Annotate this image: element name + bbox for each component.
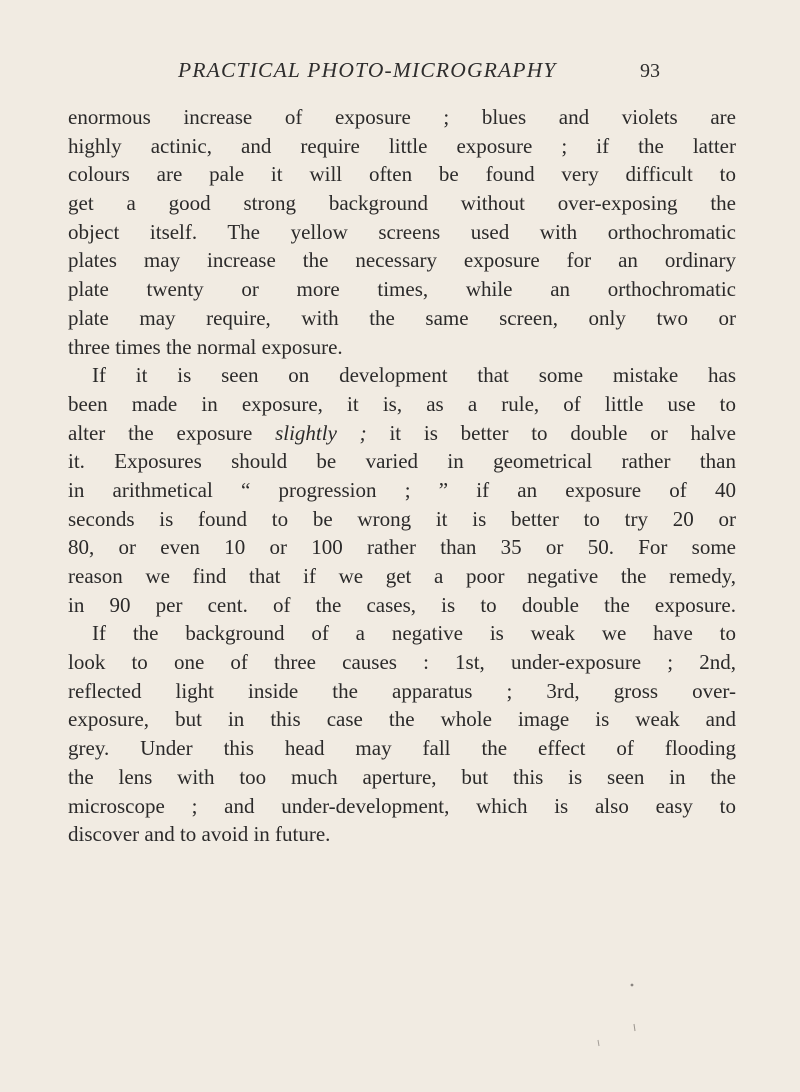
text-line: it. Exposures should be varied in geometrical rather than — [68, 449, 736, 474]
text-line: 80, or even 10 or 100 rather than 35 or 50. For some — [68, 535, 736, 560]
text-line: reflected light inside the apparatus ; 3rd, gross over- — [68, 678, 736, 703]
running-head: PRACTICAL PHOTO-MICROGRAPHY — [178, 58, 557, 82]
text-line: highly actinic, and require little exposure ; if the latter — [68, 133, 736, 158]
text-line: reason we find that if we get a poor negative the remedy, — [68, 564, 736, 588]
text-line: in 90 per cent. of the cases, is to double the exposure. — [68, 592, 736, 617]
text-line: enormous increase of exposure ; blues and violets are — [68, 105, 736, 129]
text-line: plate may require, with the same screen, only two or — [68, 305, 736, 330]
text-line: plate twenty or more times, while an orthochromatic — [68, 277, 736, 302]
text-line: object itself. The yellow screens used with orthochromatic — [68, 219, 736, 244]
text-line: in arithmetical “ progression ; ” if an exposure of 40 — [68, 477, 736, 502]
text-line: grey. Under this head may fall the effect of flooding — [68, 736, 736, 761]
page-number: 93 — [640, 60, 660, 82]
text-line: three times the normal exposure. — [68, 334, 343, 359]
speck — [598, 1040, 599, 1046]
text-line: exposure, but in this case the whole image is weak and — [68, 707, 736, 732]
body-text — [68, 103, 736, 849]
text-line — [68, 419, 736, 448]
text-line: look to one of three causes : 1st, under-exposure ; 2nd, — [68, 650, 736, 675]
text-segment: alter the exposure — [68, 420, 276, 445]
text-line: discover and to avoid in future. — [68, 822, 331, 847]
text-line: If the background of a negative is weak we have to — [92, 621, 736, 646]
text-line: plates may increase the necessary exposure for an ordinary — [68, 248, 736, 273]
text-line: get a good strong background without over-exposing the — [68, 191, 736, 216]
text-line: seconds is found to be wrong it is better to try 20 or — [68, 506, 736, 531]
speck — [631, 984, 634, 987]
text-segment: it is better to double or halve — [366, 420, 736, 445]
text-line: colours are pale it will often be found very difficult to — [68, 162, 736, 187]
text-line: been made in exposure, it is, as a rule, of little use to — [68, 391, 736, 416]
text-line: microscope ; and under-development, which is also easy to — [68, 793, 736, 818]
emphasis-slightly: slightly ; — [275, 420, 367, 445]
text-line: If it is seen on development that some mistake has — [92, 363, 736, 388]
speck — [634, 1024, 635, 1031]
text-line: the lens with too much aperture, but this is seen in the — [68, 764, 736, 789]
